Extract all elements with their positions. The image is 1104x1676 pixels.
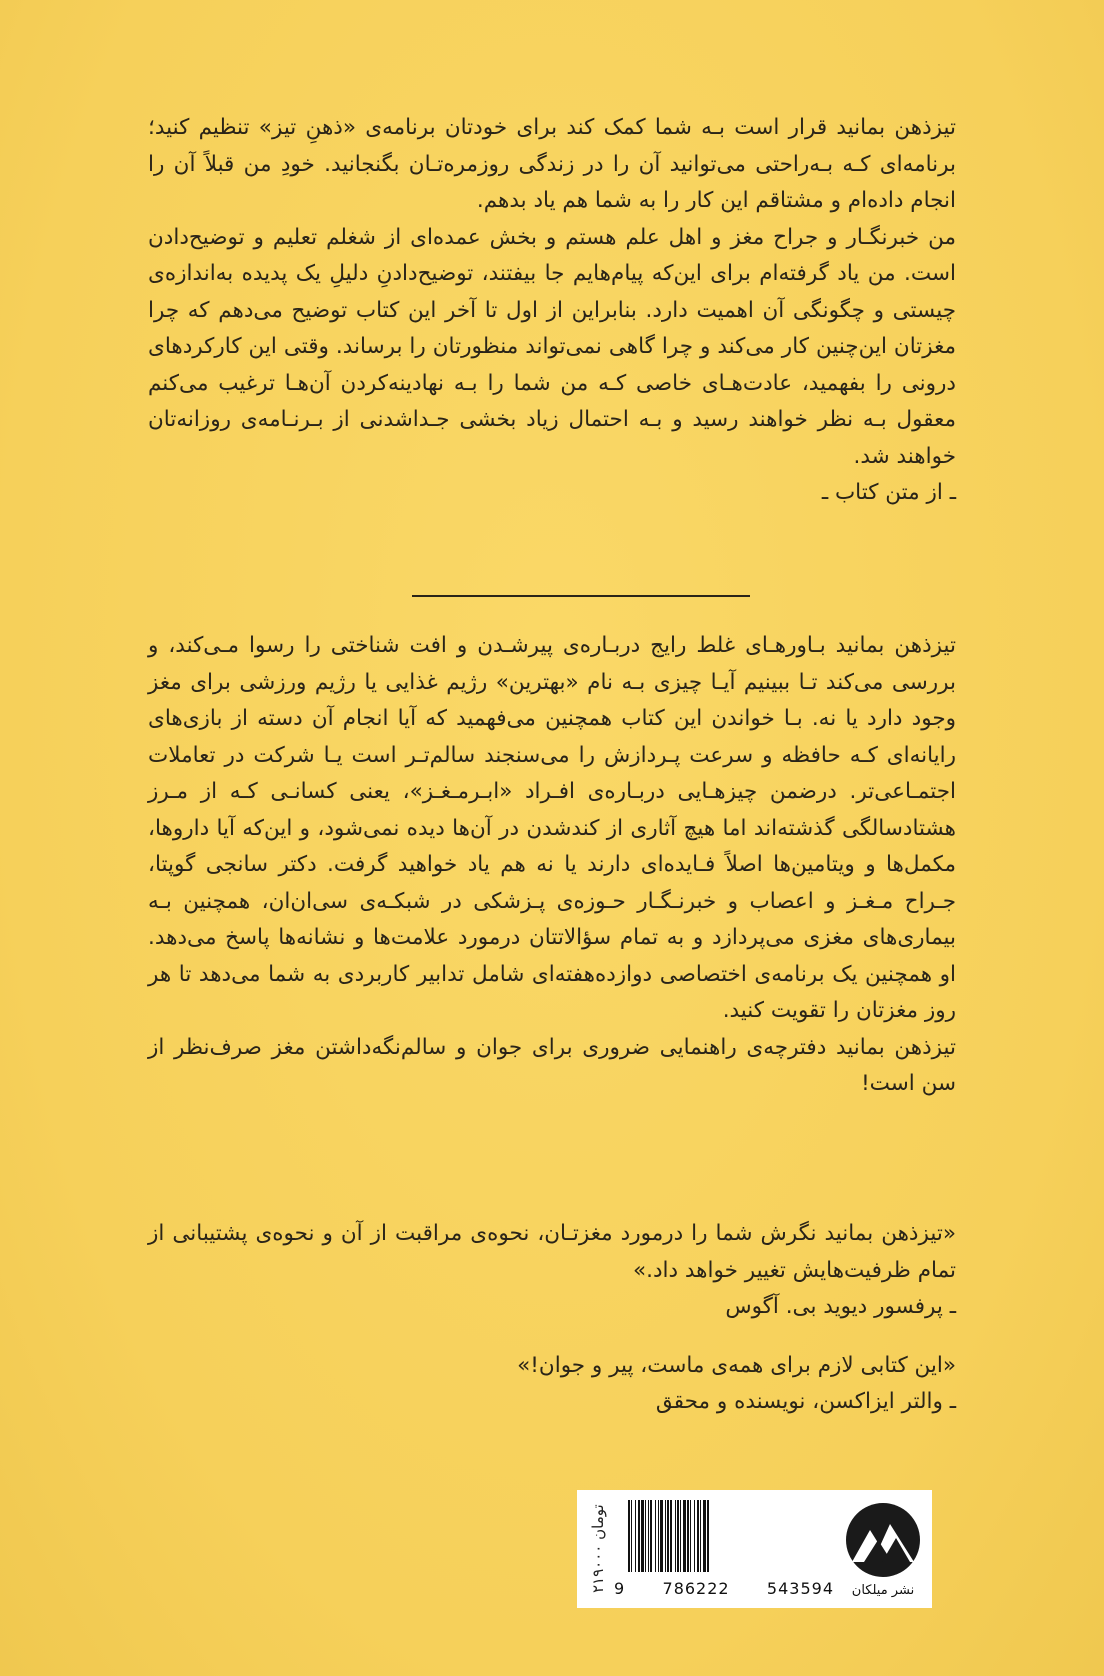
isbn-digit-group-1: 9: [614, 1578, 626, 1598]
description-paragraph-1: تیزذهن بمانید بـاورهـای غلط رایج دربـاره‌ی پیرشـدن و افت شناختی را رسوا مـی‌کند، و بررسی می‌کند تـا ببینیم آیـا چیزی بـه نام «بهترین» رژیم غذایی یا رژیم ورزشی برای مغز وجود دارد یا نه. بـا خواندن این کتاب همچنین می‌فهمید که آیا انجام آن دسته از بازی‌های رایانه‌ای کـه حافظه و سرعت پـردازش را می‌سنجند سالم‌تـر است یـا شرکت در تعاملات اجتمـاعی‌تر. درضمن چیزهـایی دربـاره‌ی افـراد «ابـرمـغـز»، یعنی کسانـی کـه از مـرز هشتادسالگی گذشته‌اند اما هیچ آثاری از کندشدن در آن‌ها دیده نمی‌شود، و این‌که آیا داروها، مکمل‌ها و ویتامین‌ها اصلاً فـایده‌ای دارند یا نه هم یاد خواهید گرفت. دکتر سانجی گوپتا، جـراح مـغـز و اعصاب و خبرنـگـار حـوزه‌ی پـزشکی در شبکـه‌ی سی‌ان‌ان، همچنین بـه بیماری‌های مغزی می‌پردازد و به تمام سؤالاتتان درمورد علامت‌ها و نشانه‌ها پاسخ می‌دهد. او همچنین یک برنامه‌ی اختصاصی دوازده‌هفته‌ای شامل تدابیر کاربردی به شما می‌دهد تا هر روز مغزتان را تقویت کنید.: [148, 633, 956, 1023]
isbn-digit-group-2: 786222: [662, 1578, 730, 1598]
barcode-bar: [709, 1500, 710, 1572]
description-section: [148, 628, 956, 1103]
isbn-digit-group-3: 543594: [766, 1578, 834, 1598]
barcode-bars: [628, 1500, 828, 1572]
excerpt-paragraph-1: تیزذهن بمانید قرار است بـه شما کمک کند برای خودتان برنامه‌ی «ذهنِ تیز» تنظیم کنید؛ برنامه‌ای کـه بـه‌راحتی می‌توانید آن را در زندگی روزمره‌تـان بگنجانید. خودِ من قبلاً آن را انجام داده‌ام و مشتاقم این کار را به شما هم یاد بدهم.: [148, 115, 956, 213]
endorsement-author-2: ـ والتر ایزاکسن، نویسنده و محقق: [655, 1389, 956, 1414]
section-divider: [412, 595, 750, 597]
endorsement-quote-1: «تیزذهن بمانید نگرش شما را درمورد مغزتـان، نحوه‌ی مراقبت از آن و نحوه‌ی پشتیبانی از تمام ظرفیت‌هایش تغییر خواهد داد.»: [148, 1221, 956, 1283]
isbn-number: [614, 1574, 834, 1602]
excerpt-attribution: ـ از متن کتاب ـ: [821, 480, 956, 505]
endorsement-quote-2: «این کتابی لازم برای همه‌ی ماست، پیر و جوان!»: [517, 1352, 956, 1378]
endorsements: [148, 1216, 956, 1421]
publisher-name: نشر میلکان: [851, 1583, 915, 1598]
excerpt-paragraph-2: من خبرنگـار و جراح مغز و اهل علم هستم و بخش عمده‌ای از شغلم تعلیم و توضیح‌دادن است. من یاد گرفته‌ام برای این‌که پیام‌هایم جا بیفتند، توضیح‌دادنِ دلیلِ یک پدیده به‌اندازه‌ی چیستی و چگونگی آن اهمیت دارد. بنابراین از اول تا آخر این کتاب توضیح می‌دهم که چرا مغزتان این‌چنین کار می‌کند و چرا گاهی نمی‌تواند منظورتان را برساند. وقتی این کارکردهای درونی را بفهمید، عادت‌هـای خاصی کـه من شما را بـه نهادینه‌کردن آن‌هـا ترغیب می‌کنم معقول بـه نظر خواهند رسید و بـه احتمال زیاد بخشی جـداشدنی از بـرنـامه‌ی روزانه‌تان خواهند شد.: [148, 224, 956, 469]
excerpt-section: [148, 110, 956, 512]
endorsement-author-1: ـ پرفسور دیوید بی. آگوس: [725, 1294, 956, 1319]
price-label: ۲۱۹۰۰۰ تومان: [589, 1504, 607, 1594]
description-paragraph-2: تیزذهن بمانید دفترچه‌ی راهنمایی ضروری برای جوان و سالم‌نگه‌داشتن مغز صرف‌نظر از سن است!: [148, 1034, 956, 1096]
